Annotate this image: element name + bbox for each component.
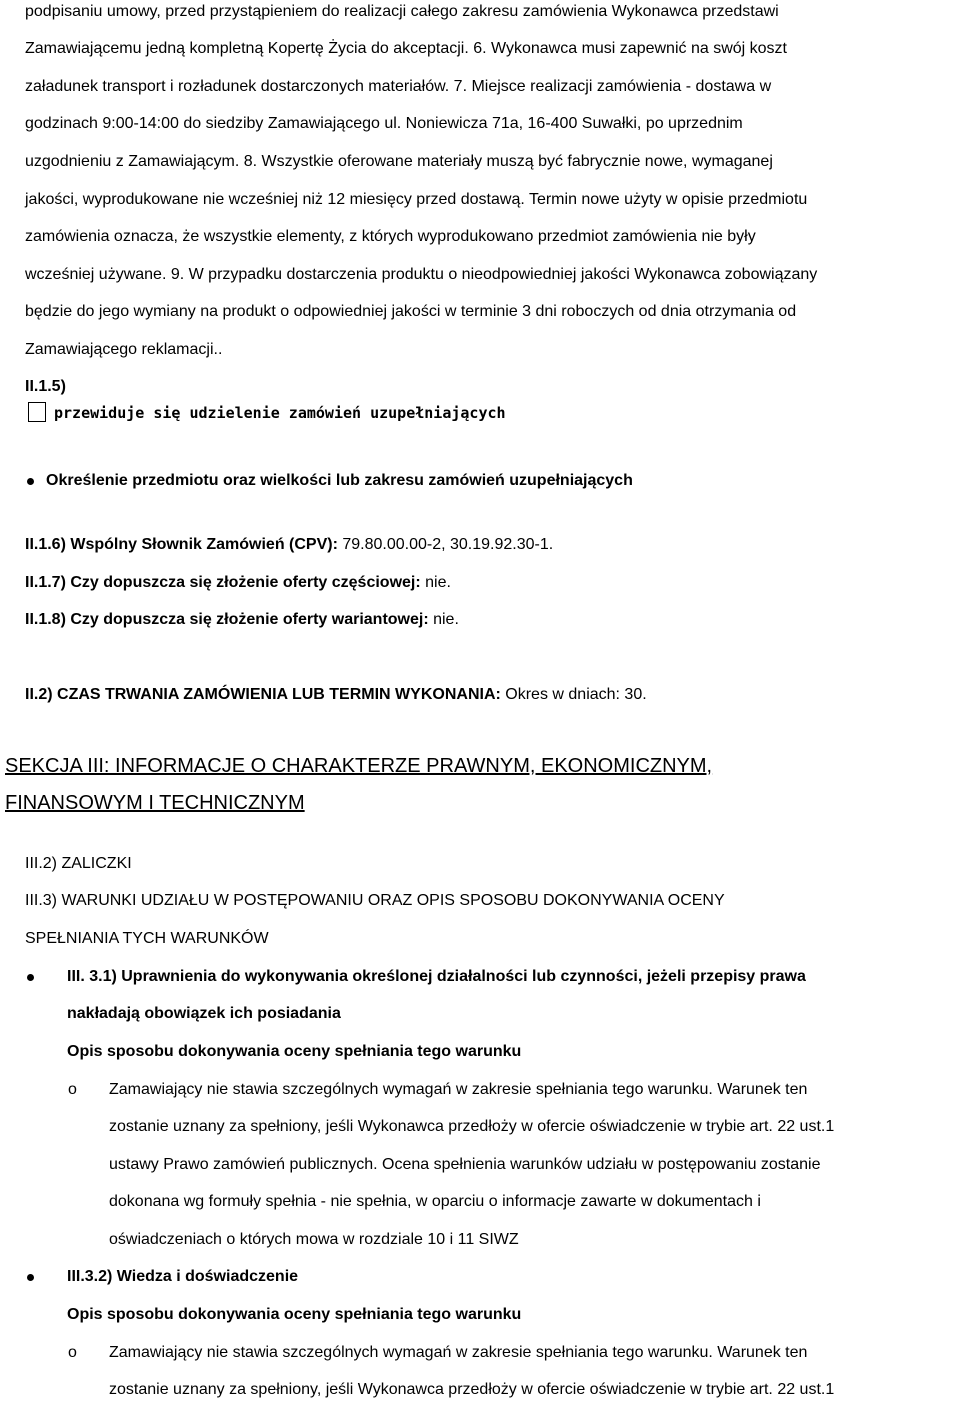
bullet-icon bbox=[27, 478, 34, 485]
duration-value: Okres w dniach: 30. bbox=[500, 686, 647, 703]
partial-offer-line bbox=[25, 573, 451, 593]
iii-3-2-title: III.3.2) Wiedza i doświadczenie bbox=[67, 1268, 299, 1285]
bullet-icon bbox=[27, 1274, 34, 1281]
supplementary-orders-scope: Określenie przedmiotu oraz wielkości lub zakresu zamówień uzupełniających bbox=[46, 472, 633, 489]
body-line: podpisaniu umowy, przed przystąpieniem do realizacji całego zakresu zamówienia Wykonawca przedstawi bbox=[25, 3, 779, 20]
section-iii-heading-line1: SEKCJA III: INFORMACJE O CHARAKTERZE PRAWNYM, EKONOMICZNYM, bbox=[5, 755, 713, 777]
partial-offer-value: nie. bbox=[420, 574, 451, 591]
section-number-ii-1-5: II.1.5) bbox=[25, 378, 66, 395]
circle-bullet: o bbox=[68, 1344, 77, 1361]
conditions-heading-line1: III.3) WARUNKI UDZIAŁU W POSTĘPOWANIU ORAZ OPIS SPOSOBU DOKONYWANIA OCENY bbox=[25, 892, 725, 909]
partial-offer-label: II.1.7) Czy dopuszcza się złożenie oferty częściowej: bbox=[25, 574, 421, 591]
iii-3-1-desc-line: dokonana wg formuły spełnia - nie spełnia, w oparciu o informacje zawarte w dokumentach i bbox=[109, 1193, 761, 1210]
iii-3-1-desc-line: Zamawiający nie stawia szczególnych wymagań w zakresie spełniania tego warunku. Warunek ten bbox=[109, 1081, 808, 1098]
bullet-icon bbox=[27, 974, 34, 981]
checkbox-label: przewiduje się udzielenie zamówień uzupełniających bbox=[54, 404, 506, 422]
body-line: wcześniej używane. 9. W przypadku dostarczenia produktu o nieodpowiedniej jakości Wykonawca zobowiązany bbox=[25, 266, 818, 283]
iii-3-1-title-line1: III. 3.1) Uprawnienia do wykonywania określonej działalności lub czynności, jeżeli przepisy prawa bbox=[67, 968, 806, 985]
cpv-label: II.1.6) Wspólny Słownik Zamówień (CPV): bbox=[25, 536, 338, 553]
iii-3-2-desc-line: Zamawiający nie stawia szczególnych wymagań w zakresie spełniania tego warunku. Warunek ten bbox=[109, 1344, 808, 1361]
body-line: uzgodnieniu z Zamawiającym. 8. Wszystkie oferowane materiały muszą być fabrycznie nowe, wymaganej bbox=[25, 153, 773, 170]
iii-3-1-title-line2: nakładają obowiązek ich posiadania bbox=[67, 1005, 341, 1022]
cpv-value: 79.80.00.00-2, 30.19.92.30-1. bbox=[337, 536, 554, 553]
circle-bullet: o bbox=[68, 1081, 77, 1098]
variant-offer-value: nie. bbox=[428, 611, 459, 628]
iii-3-1-opis-label: Opis sposobu dokonywania oceny spełniania tego warunku bbox=[67, 1043, 522, 1060]
duration-label: II.2) CZAS TRWANIA ZAMÓWIENIA LUB TERMIN WYKONANIA: bbox=[25, 686, 501, 703]
iii-3-2-desc-line: zostanie uznany za spełniony, jeśli Wykonawca przedłoży w ofercie oświadczenie w trybie art. 22 ust.1 bbox=[109, 1381, 835, 1398]
section-iii-heading-line2: FINANSOWYM I TECHNICZNYM bbox=[5, 792, 305, 814]
supplementary-orders-checkbox[interactable] bbox=[28, 402, 46, 422]
body-line: Zamawiającemu jedną kompletną Kopertę Życia do akceptacji. 6. Wykonawca musi zapewnić na swój koszt bbox=[25, 40, 787, 57]
iii-3-2-opis-label: Opis sposobu dokonywania oceny spełniania tego warunku bbox=[67, 1306, 522, 1323]
variant-offer-label: II.1.8) Czy dopuszcza się złożenie oferty wariantowej: bbox=[25, 611, 429, 628]
duration-line bbox=[25, 685, 647, 705]
cpv-line bbox=[25, 535, 553, 555]
body-line: będzie do jego wymiany na produkt o odpowiedniej jakości w terminie 3 dni roboczych od dnia otrzymania od bbox=[25, 303, 797, 320]
body-line: jakości, wyprodukowane nie wcześniej niż 12 miesięcy przed dostawą. Termin nowe użyty w opisie przedmiotu bbox=[25, 191, 808, 208]
iii-3-1-desc-line: oświadczeniach o których mowa w rozdziale 10 i 11 SIWZ bbox=[109, 1231, 519, 1248]
iii-3-1-desc-line: zostanie uznany za spełniony, jeśli Wykonawca przedłoży w ofercie oświadczenie w trybie art. 22 ust.1 bbox=[109, 1118, 835, 1135]
body-line: zamówienia oznacza, że wszystkie elementy, z których wyprodukowano przedmiot zamówienia nie były bbox=[25, 228, 756, 245]
conditions-heading-line2: SPEŁNIANIA TYCH WARUNKÓW bbox=[25, 930, 269, 947]
body-line: godzinach 9:00-14:00 do siedziby Zamawiającego ul. Noniewicza 71a, 16-400 Suwałki, po uprzednim bbox=[25, 115, 743, 132]
body-line: załadunek transport i rozładunek dostarczonych materiałów. 7. Miejsce realizacji zamówienia - dostawa w bbox=[25, 78, 772, 95]
variant-offer-line bbox=[25, 610, 459, 630]
advances-heading: III.2) ZALICZKI bbox=[25, 855, 132, 872]
body-line: Zamawiającego reklamacji.. bbox=[25, 341, 223, 358]
iii-3-1-desc-line: ustawy Prawo zamówień publicznych. Ocena spełnienia warunków udziału w postępowaniu zostanie bbox=[109, 1156, 821, 1173]
